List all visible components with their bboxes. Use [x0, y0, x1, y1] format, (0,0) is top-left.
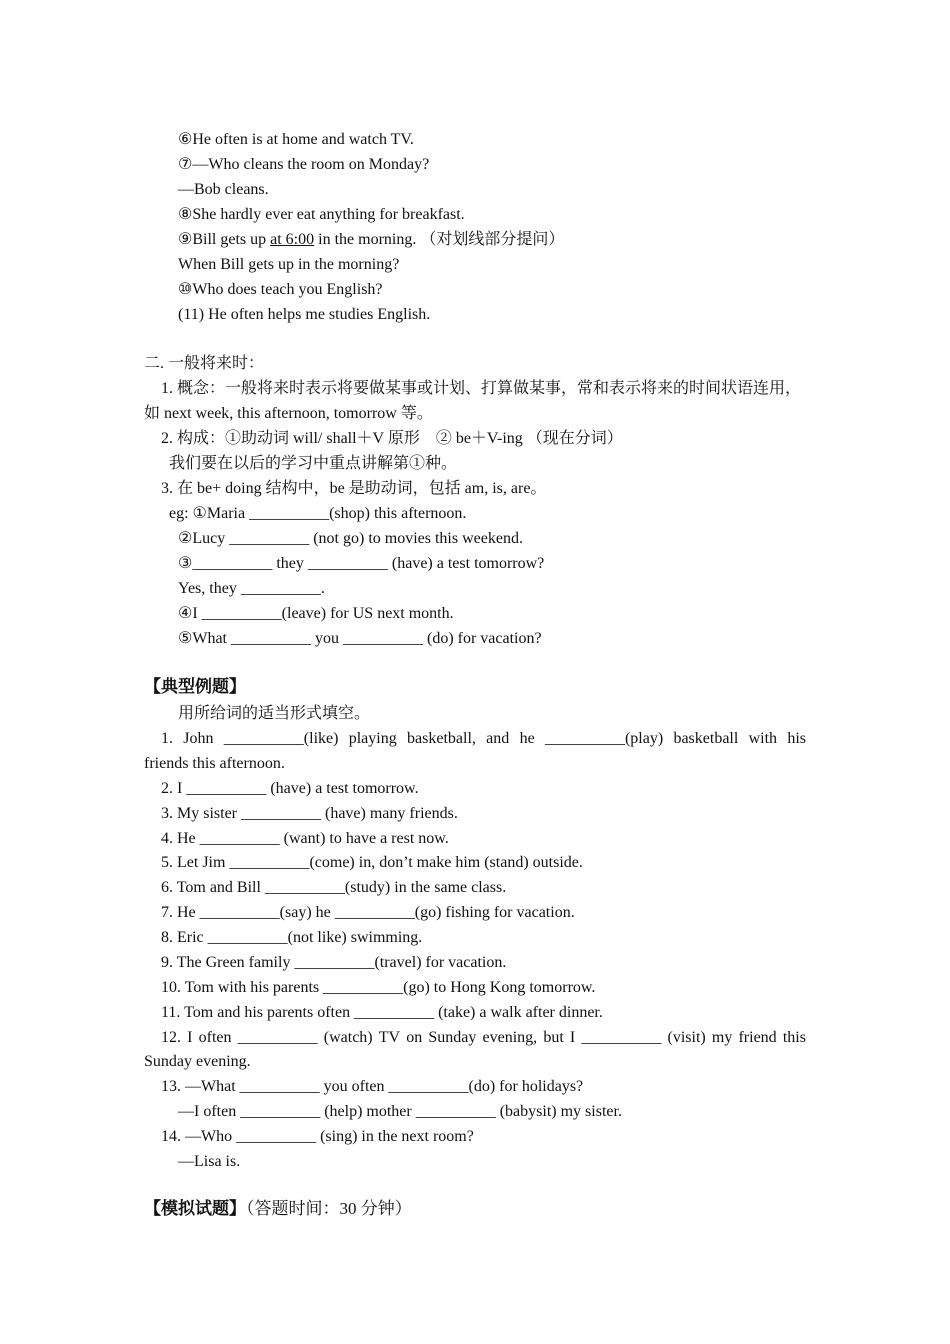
q1-word: and [486, 730, 510, 747]
question-2: 2. I __________ (have) a test tomorrow. [161, 780, 419, 797]
q1-word: 1. [161, 730, 173, 747]
example-line-11: (11) He often helps me studies English. [178, 306, 431, 323]
underlined-time: at 6:00 [270, 231, 315, 248]
q12-word: TV [378, 1029, 401, 1046]
future-be-note: 3. 在 be+ doing 结构中，be 是助动词，包括 am, is, are。 [161, 480, 547, 497]
q1-word: basketball [673, 730, 739, 747]
q1-word: his [787, 730, 806, 747]
q1-word: __________(play) [544, 730, 664, 747]
q12-word: __________ [237, 1029, 318, 1046]
future-example-2: ②Lucy __________ (not go) to movies this weekend. [178, 530, 523, 547]
q1-word: playing [348, 730, 397, 747]
future-tense-title: 二. 一般将来时： [144, 355, 265, 372]
example-line-7-answer: —Bob cleans. [178, 181, 269, 198]
mock-test-heading [144, 1199, 412, 1219]
question-4: 4. He __________ (want) to have a rest now. [161, 830, 449, 847]
q12-word: (visit) [667, 1029, 706, 1046]
question-12-line-1 [161, 1028, 806, 1048]
q12-word: on [406, 1029, 423, 1046]
q1-word: he [519, 730, 535, 747]
q12-word: I [187, 1029, 193, 1046]
question-1-line-2: friends this afternoon. [144, 755, 285, 772]
question-10: 10. Tom with his parents __________(go) to Hong Kong tomorrow. [161, 979, 596, 996]
q12-word: this [782, 1029, 806, 1046]
question-14-answer: —Lisa is. [178, 1153, 241, 1170]
typical-instruction: 用所给词的适当形式填空。 [178, 705, 371, 722]
question-1-line-1 [161, 729, 806, 749]
question-9: 9. The Green family __________(travel) for vacation. [161, 954, 507, 971]
future-focus-note: 我们要在以后的学习中重点讲解第①种。 [169, 455, 458, 472]
question-5: 5. Let Jim __________(come) in, don’t make him (stand) outside. [161, 854, 583, 871]
question-13: 13. —What __________ you often __________(do) for holidays? [161, 1078, 584, 1095]
question-14: 14. —Who __________ (sing) in the next room? [161, 1128, 474, 1145]
example-line-10: ⑩Who does teach you English? [178, 281, 383, 298]
q12-word: my [711, 1029, 733, 1046]
q1-word: with [748, 730, 778, 747]
q12-word: (watch) [323, 1029, 373, 1046]
q12-word: but [543, 1029, 564, 1046]
example-line-9-answer: When Bill gets up in the morning? [178, 256, 400, 273]
question-11: 11. Tom and his parents often __________ (take) a walk after dinner. [161, 1004, 603, 1021]
mock-test-time: （答题时间：30 分钟） [246, 1199, 412, 1218]
future-example-5: ⑤What __________ you __________ (do) for vacation? [178, 630, 542, 647]
future-example-3-answer: Yes, they __________. [178, 580, 325, 597]
q12-word: __________ [581, 1029, 662, 1046]
question-7: 7. He __________(say) he __________(go) fishing for vacation. [161, 904, 575, 921]
example-line-9-suffix: in the morning. （对划线部分提问） [314, 231, 565, 248]
example-line-9-prefix: ⑨Bill gets up [178, 231, 271, 248]
q1-word: John [183, 730, 214, 747]
typical-examples-heading: 【典型例题】 [144, 677, 246, 696]
future-example-4: ④I __________(leave) for US next month. [178, 605, 454, 622]
example-line-7: ⑦—Who cleans the room on Monday? [178, 156, 430, 173]
q12-word: I [569, 1029, 576, 1046]
q12-word: friend [738, 1029, 777, 1046]
future-concept-line-1: 1. 概念：一般将来时表示将要做某事或计划、打算做某事，常和表示将来的时间状语连用， [161, 380, 802, 397]
mock-test-title: 【模拟试题】 [144, 1199, 246, 1218]
future-example-3: ③__________ they __________ (have) a test tomorrow? [178, 555, 545, 572]
q12-word: Sunday [428, 1029, 477, 1046]
future-concept-line-2: 如 next week, this afternoon, tomorrow 等。 [144, 405, 433, 422]
q1-word: __________(like) [223, 730, 339, 747]
q12-word: 12. [161, 1029, 181, 1046]
example-line-6: ⑥He often is at home and watch TV. [178, 131, 414, 148]
q12-word: often [198, 1029, 232, 1046]
question-6: 6. Tom and Bill __________(study) in the same class. [161, 879, 507, 896]
question-8: 8. Eric __________(not like) swimming. [161, 929, 423, 946]
q12-word: evening, [482, 1029, 538, 1046]
example-line-8: ⑧She hardly ever eat anything for breakfast. [178, 206, 465, 223]
q1-word: basketball, [407, 730, 476, 747]
future-structure: 2. 构成：①助动词 will/ shall＋V 原形 ② be＋V-ing （现在分词） [161, 430, 623, 447]
example-line-9 [178, 230, 564, 250]
question-3: 3. My sister __________ (have) many friends. [161, 805, 458, 822]
question-12-line-2: Sunday evening. [144, 1053, 251, 1070]
question-13-answer: —I often __________ (help) mother __________ (babysit) my sister. [178, 1103, 622, 1120]
future-example-1: eg: ①Maria __________(shop) this afternoon. [169, 505, 467, 522]
